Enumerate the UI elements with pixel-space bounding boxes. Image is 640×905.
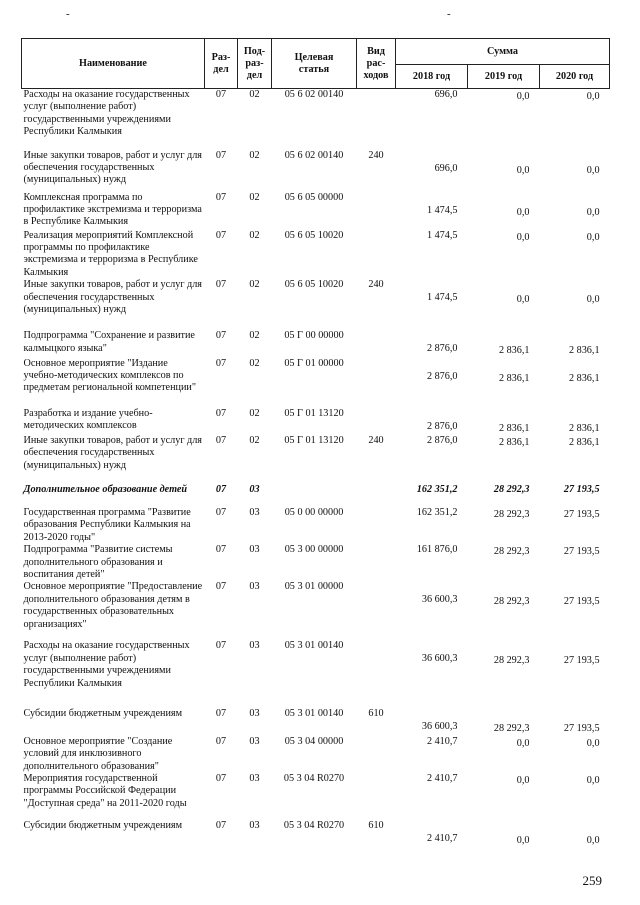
row-celevaya-statya xyxy=(272,484,357,507)
table-row xyxy=(22,773,610,820)
row-podrazdel: 03 xyxy=(249,506,260,518)
row-sum-2020: 2 836,1 xyxy=(568,345,600,357)
row-celevaya-statya: 05 6 02 00140 xyxy=(284,149,344,161)
row-sum-2018: 162 351,2 xyxy=(416,506,458,518)
row-podrazdel: 02 xyxy=(249,357,260,369)
row-celevaya-statya: 05 6 05 00000 xyxy=(284,191,344,203)
row-name: Иные закупки товаров, работ и услуг для обеспечения государственных (муниципальных) нужд xyxy=(23,149,202,186)
table-row xyxy=(22,736,610,773)
row-razdel: 07 xyxy=(215,191,227,203)
row-sum-2020: 27 193,5 xyxy=(563,483,600,495)
row-sum-2018: 1 474,5 xyxy=(426,204,458,216)
row-sum-2019: 28 292,3 xyxy=(493,596,530,608)
row-name: Расходы на оказание государственных услуг (выполнение работ) государственными учреждениями Республики Калмыкия xyxy=(23,640,190,689)
row-sum-2018: 36 600,3 xyxy=(421,721,458,733)
row-razdel: 07 xyxy=(215,357,227,369)
row-razdel: 07 xyxy=(215,330,227,342)
row-sum-2019: 2 836,1 xyxy=(498,422,530,434)
row-vid-rashodov xyxy=(357,773,396,820)
row-sum-2019: 0,0 xyxy=(516,164,530,176)
top-mark-right: - xyxy=(447,8,451,20)
row-vid-rashodov: 240 xyxy=(368,279,384,291)
row-sum-2019: 28 292,3 xyxy=(493,483,530,495)
row-name: Государственная программа "Развитие образования Республики Калмыкия на 2013-2020 годы" xyxy=(23,506,191,543)
row-razdel: 07 xyxy=(215,581,227,593)
row-razdel: 07 xyxy=(215,820,227,831)
page-number: 259 xyxy=(582,873,602,888)
row-podrazdel: 02 xyxy=(249,434,260,446)
row-vid-rashodov: 610 xyxy=(368,708,384,720)
row-sum-2018: 2 410,7 xyxy=(426,773,458,784)
row-sum-2020: 0,0 xyxy=(586,294,600,306)
row-celevaya-statya: 05 3 04 R0270 xyxy=(283,820,345,831)
row-podrazdel: 03 xyxy=(249,581,260,593)
row-podrazdel: 03 xyxy=(249,708,260,720)
row-sum-2020: 2 836,1 xyxy=(568,422,600,434)
row-celevaya-statya: 05 3 01 00000 xyxy=(284,581,344,593)
table-row xyxy=(22,820,610,860)
row-vid-rashodov xyxy=(357,581,396,640)
row-name: Дополнительное образование детей xyxy=(23,483,188,495)
row-celevaya-statya: 05 3 04 R0270 xyxy=(283,773,345,784)
row-razdel: 07 xyxy=(215,640,227,652)
table-row xyxy=(22,408,610,435)
row-sum-2019: 0,0 xyxy=(516,835,530,846)
row-sum-2020: 2 836,1 xyxy=(568,436,600,448)
table-row xyxy=(22,358,610,408)
row-podrazdel: 02 xyxy=(249,229,260,241)
table-row xyxy=(22,708,610,735)
row-razdel: 07 xyxy=(215,149,227,161)
row-celevaya-statya: 05 3 01 00140 xyxy=(284,640,344,652)
row-razdel: 07 xyxy=(215,483,227,495)
row-podrazdel: 03 xyxy=(249,773,260,784)
row-sum-2019: 0,0 xyxy=(516,737,530,749)
row-name: Подпрограмма "Развитие системы дополнительного образования и воспитания детей" xyxy=(23,544,173,580)
row-sum-2018: 1 474,5 xyxy=(426,292,458,304)
header-year-2020: 2020 год xyxy=(540,65,610,89)
row-sum-2018: 2 876,0 xyxy=(426,370,458,382)
row-sum-2019: 0,0 xyxy=(516,206,530,218)
table-row xyxy=(22,150,610,192)
row-vid-rashodov: 610 xyxy=(368,820,384,831)
row-vid-rashodov xyxy=(357,330,396,357)
row-sum-2019: 0,0 xyxy=(516,775,530,786)
row-celevaya-statya: 05 Г 00 00000 xyxy=(284,330,344,342)
row-sum-2018: 36 600,3 xyxy=(421,594,458,606)
row-sum-2018: 696,0 xyxy=(434,162,458,174)
table-body xyxy=(22,89,610,861)
table-row xyxy=(22,230,610,280)
row-sum-2020: 27 193,5 xyxy=(563,508,600,520)
row-sum-2018: 161 876,0 xyxy=(416,544,458,556)
row-name: Реализация мероприятий Комплексной программы по профилактике экстремизма и терроризма в Республике Калмыкия xyxy=(23,229,198,278)
row-name: Основное мероприятие "Предоставление дополнительного образования детям в государственных образовательных организациях" xyxy=(23,581,203,630)
row-sum-2018: 2 876,0 xyxy=(426,434,458,446)
row-vid-rashodov xyxy=(357,230,396,280)
row-celevaya-statya: 05 6 05 10020 xyxy=(284,279,344,291)
row-sum-2020: 27 193,5 xyxy=(563,655,600,667)
row-sum-2018: 2 410,7 xyxy=(426,735,458,747)
row-razdel: 07 xyxy=(215,279,227,291)
row-celevaya-statya: 05 6 02 00140 xyxy=(284,89,344,100)
row-name: Мероприятия государственной программы Российской Федерации "Доступная среда" на 2011-2020 годы xyxy=(23,773,187,809)
table-row xyxy=(22,192,610,230)
row-sum-2018: 696,0 xyxy=(434,89,458,100)
row-celevaya-statya: 05 0 00 00000 xyxy=(284,506,344,518)
row-podrazdel: 02 xyxy=(249,149,260,161)
row-razdel: 07 xyxy=(215,506,227,518)
header-razdel: Раз- дел xyxy=(205,39,238,89)
row-podrazdel: 03 xyxy=(249,820,260,831)
row-sum-2019: 2 836,1 xyxy=(498,436,530,448)
row-name: Иные закупки товаров, работ и услуг для обеспечения государственных (муниципальных) нужд xyxy=(23,279,202,315)
table-header xyxy=(22,39,610,89)
header-podrazdel: Под- раз- дел xyxy=(238,39,272,89)
row-sum-2019: 28 292,3 xyxy=(493,508,530,520)
header-name: Наименование xyxy=(22,39,205,89)
row-razdel: 07 xyxy=(215,708,227,720)
row-razdel: 07 xyxy=(215,407,227,419)
row-celevaya-statya: 05 3 01 00140 xyxy=(284,708,344,720)
header-celevaya-statya: Целевая статья xyxy=(272,39,357,89)
row-sum-2019: 0,0 xyxy=(516,91,530,102)
row-sum-2020: 0,0 xyxy=(586,206,600,218)
row-vid-rashodov: 240 xyxy=(368,149,384,161)
row-name: Субсидии бюджетным учреждениям xyxy=(23,820,183,831)
row-sum-2020: 27 193,5 xyxy=(563,596,600,608)
row-name: Подпрограмма "Сохранение и развитие калмыцкого языка" xyxy=(23,330,195,354)
row-sum-2020: 27 193,5 xyxy=(563,546,600,558)
row-sum-2018: 1 474,5 xyxy=(426,229,458,241)
header-year-2018: 2018 год xyxy=(396,65,468,89)
row-name: Основное мероприятие "Издание учебно-методических комплексов по предметам региональной компетенции" xyxy=(23,357,197,394)
row-podrazdel: 03 xyxy=(249,544,260,556)
row-sum-2019: 0,0 xyxy=(516,294,530,306)
row-name: Иные закупки товаров, работ и услуг для обеспечения государственных (муниципальных) нужд xyxy=(23,434,202,471)
row-sum-2019: 28 292,3 xyxy=(493,546,530,558)
row-sum-2020: 0,0 xyxy=(586,91,600,102)
row-podrazdel: 02 xyxy=(249,407,260,419)
row-name: Комплексная программа по профилактике экстремизма и терроризма в Республике Калмыкия xyxy=(23,191,202,228)
row-sum-2018: 162 351,2 xyxy=(416,483,458,495)
table-row xyxy=(22,544,610,581)
row-vid-rashodov xyxy=(357,544,396,581)
row-podrazdel: 03 xyxy=(249,483,260,495)
row-vid-rashodov xyxy=(357,408,396,435)
row-name: Разработка и издание учебно-методических комплексов xyxy=(23,407,153,431)
row-celevaya-statya: 05 Г 01 13120 xyxy=(284,407,344,419)
table-row xyxy=(22,640,610,708)
row-podrazdel: 03 xyxy=(249,640,260,652)
row-razdel: 07 xyxy=(215,735,227,747)
row-vid-rashodov xyxy=(357,507,396,544)
row-podrazdel: 03 xyxy=(249,735,260,747)
row-vid-rashodov xyxy=(357,640,396,708)
row-sum-2020: 27 193,5 xyxy=(563,723,600,735)
table-row xyxy=(22,435,610,484)
row-sum-2018: 2 876,0 xyxy=(426,343,458,355)
row-sum-2019: 28 292,3 xyxy=(493,723,530,735)
row-sum-2020: 0,0 xyxy=(586,835,600,846)
budget-table xyxy=(21,38,610,860)
row-vid-rashodov xyxy=(357,358,396,408)
row-razdel: 07 xyxy=(215,544,227,556)
row-celevaya-statya: 05 Г 01 13120 xyxy=(284,434,344,446)
header-vid-rashodov: Вид рас- ходов xyxy=(357,39,396,89)
row-vid-rashodov xyxy=(357,89,396,150)
row-sum-2018: 36 600,3 xyxy=(421,653,458,665)
row-celevaya-statya: 05 3 00 00000 xyxy=(284,544,344,556)
row-celevaya-statya: 05 Г 01 00000 xyxy=(284,357,344,369)
row-vid-rashodov xyxy=(357,192,396,230)
header-summa: Сумма xyxy=(396,39,610,65)
row-podrazdel: 02 xyxy=(249,89,260,100)
table-row xyxy=(22,507,610,544)
row-sum-2018: 2 410,7 xyxy=(426,833,458,844)
row-vid-rashodov xyxy=(357,484,396,507)
row-vid-rashodov xyxy=(357,736,396,773)
row-vid-rashodov: 240 xyxy=(368,434,384,446)
table-row xyxy=(22,89,610,150)
row-name: Основное мероприятие "Создание условий для инклюзивного дополнительного образования" xyxy=(23,735,173,772)
table-row xyxy=(22,581,610,640)
row-celevaya-statya: 05 3 04 00000 xyxy=(284,735,344,747)
table-row xyxy=(22,484,610,507)
row-razdel: 07 xyxy=(215,229,227,241)
row-sum-2020: 0,0 xyxy=(586,737,600,749)
row-podrazdel: 02 xyxy=(249,330,260,342)
row-podrazdel: 02 xyxy=(249,279,260,291)
row-sum-2019: 2 836,1 xyxy=(498,372,530,384)
row-name: Субсидии бюджетным учреждениям xyxy=(23,708,183,720)
row-name: Расходы на оказание государственных услуг (выполнение работ) государственными учреждениями Республики Калмыкия xyxy=(23,89,190,138)
top-mark-left: - xyxy=(66,8,70,20)
row-sum-2019: 2 836,1 xyxy=(498,345,530,357)
row-sum-2018: 2 876,0 xyxy=(426,420,458,432)
row-sum-2020: 0,0 xyxy=(586,164,600,176)
table-row xyxy=(22,330,610,357)
row-celevaya-statya: 05 6 05 10020 xyxy=(284,229,344,241)
row-sum-2019: 0,0 xyxy=(516,231,530,243)
row-razdel: 07 xyxy=(215,434,227,446)
row-podrazdel: 02 xyxy=(249,191,260,203)
table-row xyxy=(22,279,610,330)
row-razdel: 07 xyxy=(215,773,227,784)
row-sum-2019: 28 292,3 xyxy=(493,655,530,667)
row-razdel: 07 xyxy=(215,89,227,100)
row-sum-2020: 2 836,1 xyxy=(568,372,600,384)
header-year-2019: 2019 год xyxy=(468,65,540,89)
row-sum-2020: 0,0 xyxy=(586,775,600,786)
row-sum-2020: 0,0 xyxy=(586,231,600,243)
